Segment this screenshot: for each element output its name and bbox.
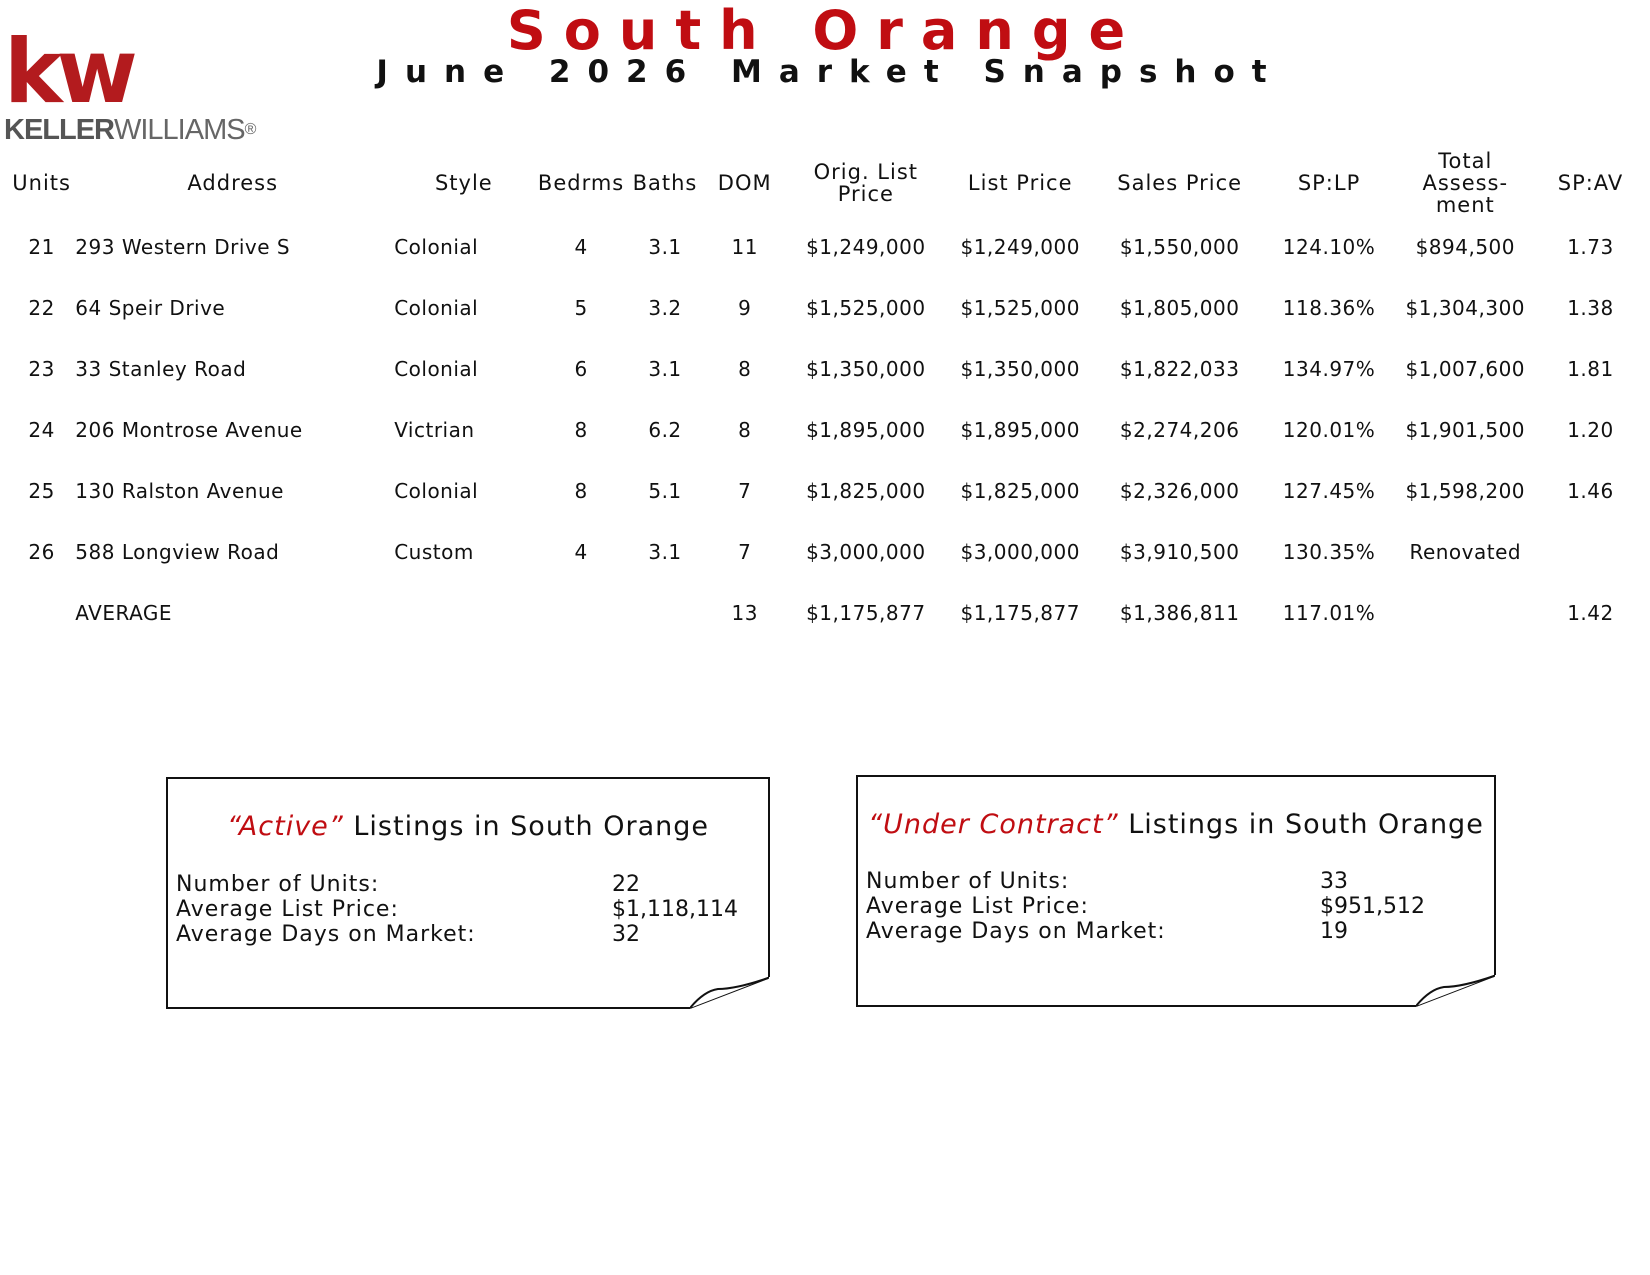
active-dom-value: 32 xyxy=(612,922,640,947)
cell-style: Victrian xyxy=(394,417,475,442)
cell-total-assessment: $1,598,200 xyxy=(1405,478,1526,503)
logo-brand-bold: KELLER xyxy=(4,114,114,146)
cell-bedrooms: 6 xyxy=(574,356,588,381)
cell-bedrooms: 8 xyxy=(574,417,588,442)
under-contract-heading xyxy=(858,809,1494,840)
cell-dom: 11 xyxy=(731,234,758,259)
column-header-style: Style xyxy=(434,171,493,195)
column-header-sp-lp: SP:LP xyxy=(1297,171,1361,195)
page-subtitle: June 2026 Market Snapshot xyxy=(376,54,1284,90)
page-curl-icon xyxy=(1416,975,1496,1007)
cell-style xyxy=(392,582,535,643)
column-header-address: Address xyxy=(187,171,279,195)
under-contract-units-label: Number of Units: xyxy=(866,869,1070,894)
cell-address: 130 Ralston Avenue xyxy=(75,478,284,503)
cell-baths: 3.1 xyxy=(648,234,682,259)
cell-sp-lp: 120.01% xyxy=(1282,417,1376,442)
cell-style: Colonial xyxy=(394,478,479,503)
table-row xyxy=(10,399,1644,460)
cell-sp-lp: 124.10% xyxy=(1282,234,1376,259)
cell-orig-list-price: $1,249,000 xyxy=(806,234,926,259)
logo-trademark: ® xyxy=(244,121,256,138)
cell-dom: 8 xyxy=(738,356,752,381)
logo-wordmark xyxy=(4,114,255,146)
cell-orig-list-price: $1,175,877 xyxy=(806,600,926,625)
table-row xyxy=(10,277,1644,338)
sales-table xyxy=(10,150,1644,643)
cell-list-price: $1,350,000 xyxy=(960,356,1080,381)
cell-sp-lp: 134.97% xyxy=(1282,356,1376,381)
cell-total-assessment: $1,007,600 xyxy=(1405,356,1526,381)
table-header-row xyxy=(10,150,1644,216)
cell-list-price: $1,525,000 xyxy=(960,295,1080,320)
active-units-label: Number of Units: xyxy=(176,872,380,897)
column-header-sales-price: Sales Price xyxy=(1117,171,1243,195)
cell-list-price: $1,175,877 xyxy=(960,600,1080,625)
cell-orig-list-price: $1,350,000 xyxy=(806,356,926,381)
active-listings-heading xyxy=(168,811,768,842)
cell-orig-list-price: $3,000,000 xyxy=(806,539,926,564)
cell-sales-price: $1,386,811 xyxy=(1119,600,1240,625)
cell-sp-av: 1.73 xyxy=(1567,234,1614,259)
cell-bedrooms: 8 xyxy=(574,478,588,503)
cell-address: 293 Western Drive S xyxy=(75,234,291,259)
cell-address: 33 Stanley Road xyxy=(75,356,247,381)
cell-sp-lp: 118.36% xyxy=(1282,295,1376,320)
under-contract-dom-label: Average Days on Market: xyxy=(866,919,1166,944)
cell-bedrooms xyxy=(536,582,627,643)
cell-sp-lp: 117.01% xyxy=(1282,600,1376,625)
cell-baths xyxy=(627,582,704,643)
active-dom-label: Average Days on Market: xyxy=(176,922,476,947)
average-row xyxy=(10,582,1644,643)
cell-total-assessment: Renovated xyxy=(1409,539,1522,564)
cell-bedrooms: 4 xyxy=(574,234,588,259)
average-label: AVERAGE xyxy=(75,600,173,625)
column-header-total-assessment: Total Assess-ment xyxy=(1422,149,1509,217)
cell-units: 25 xyxy=(28,478,55,503)
cell-sp-av: 1.46 xyxy=(1567,478,1614,503)
table-row xyxy=(10,216,1644,277)
cell-sp-lp: 127.45% xyxy=(1282,478,1376,503)
cell-total-assessment: $1,304,300 xyxy=(1405,295,1526,320)
cell-bedrooms: 4 xyxy=(574,539,588,564)
cell-units: 26 xyxy=(28,539,55,564)
cell-dom: 7 xyxy=(738,478,752,503)
active-heading-text: Listings in South Orange xyxy=(353,811,709,842)
cell-sales-price: $3,910,500 xyxy=(1119,539,1240,564)
column-header-bedrooms: Bedrms xyxy=(537,171,625,195)
cell-total-assessment: $1,901,500 xyxy=(1405,417,1526,442)
cell-address: 206 Montrose Avenue xyxy=(75,417,303,442)
cell-sales-price: $1,822,033 xyxy=(1119,356,1240,381)
under-contract-highlight: “Under Contract” xyxy=(868,809,1119,840)
cell-units: 24 xyxy=(28,417,55,442)
cell-sp-av: 1.20 xyxy=(1567,417,1614,442)
active-units-value: 22 xyxy=(612,872,640,897)
cell-style: Colonial xyxy=(394,356,479,381)
under-contract-units-value: 33 xyxy=(1320,869,1348,894)
column-header-orig-list-price: Orig. List Price xyxy=(813,160,919,206)
cell-dom: 9 xyxy=(738,295,752,320)
column-header-dom: DOM xyxy=(717,171,772,195)
cell-orig-list-price: $1,825,000 xyxy=(806,478,926,503)
cell-baths: 5.1 xyxy=(648,478,682,503)
under-contract-dom-value: 19 xyxy=(1320,919,1348,944)
cell-total-assessment: $894,500 xyxy=(1415,234,1515,259)
page-title: South Orange xyxy=(506,0,1144,62)
active-listings-card xyxy=(166,777,770,1009)
cell-sp-av: 1.81 xyxy=(1567,356,1614,381)
cell-units: 21 xyxy=(28,234,55,259)
logo-brand-light: WILLIAMS xyxy=(114,114,245,146)
column-header-units: Units xyxy=(12,171,71,195)
column-header-sp-av: SP:AV xyxy=(1557,171,1624,195)
cell-sp-av xyxy=(1537,521,1644,582)
cell-list-price: $1,825,000 xyxy=(960,478,1080,503)
cell-list-price: $3,000,000 xyxy=(960,539,1080,564)
column-header-list-price: List Price xyxy=(967,171,1073,195)
cell-orig-list-price: $1,895,000 xyxy=(806,417,926,442)
cell-dom: 8 xyxy=(738,417,752,442)
under-contract-list-price-value: $951,512 xyxy=(1320,894,1425,919)
cell-units: 22 xyxy=(28,295,55,320)
cell-baths: 3.2 xyxy=(648,295,682,320)
cell-list-price: $1,249,000 xyxy=(960,234,1080,259)
cell-units xyxy=(10,582,73,643)
table-row xyxy=(10,338,1644,399)
keller-williams-logo xyxy=(4,20,256,146)
table-row xyxy=(10,521,1644,582)
cell-sp-av: 1.38 xyxy=(1567,295,1614,320)
cell-sp-lp: 130.35% xyxy=(1282,539,1376,564)
cell-total-assessment xyxy=(1394,582,1537,643)
cell-sales-price: $2,274,206 xyxy=(1119,417,1240,442)
cell-dom: 13 xyxy=(731,600,758,625)
page-curl-icon xyxy=(690,977,770,1009)
cell-baths: 6.2 xyxy=(648,417,682,442)
cell-address: 64 Speir Drive xyxy=(75,295,226,320)
cell-style: Colonial xyxy=(394,295,479,320)
cell-baths: 3.1 xyxy=(648,539,682,564)
table-row xyxy=(10,460,1644,521)
kw-logo-mark: kw xyxy=(4,20,132,123)
cell-units: 23 xyxy=(28,356,55,381)
active-list-price-label: Average List Price: xyxy=(176,897,399,922)
cell-bedrooms: 5 xyxy=(574,295,588,320)
under-contract-heading-text: Listings in South Orange xyxy=(1128,809,1484,840)
cell-address: 588 Longview Road xyxy=(75,539,280,564)
cell-sales-price: $1,550,000 xyxy=(1119,234,1240,259)
under-contract-list-price-label: Average List Price: xyxy=(866,894,1089,919)
under-contract-listings-card xyxy=(856,775,1496,1007)
active-list-price-value: $1,118,114 xyxy=(612,897,738,922)
cell-sales-price: $1,805,000 xyxy=(1119,295,1240,320)
cell-baths: 3.1 xyxy=(648,356,682,381)
cell-sp-av: 1.42 xyxy=(1567,600,1614,625)
active-highlight: “Active” xyxy=(227,811,344,842)
column-header-baths: Baths xyxy=(632,171,698,195)
cell-list-price: $1,895,000 xyxy=(960,417,1080,442)
cell-style: Custom xyxy=(394,539,474,564)
cell-orig-list-price: $1,525,000 xyxy=(806,295,926,320)
cell-dom: 7 xyxy=(738,539,752,564)
cell-style: Colonial xyxy=(394,234,479,259)
cell-sales-price: $2,326,000 xyxy=(1119,478,1240,503)
